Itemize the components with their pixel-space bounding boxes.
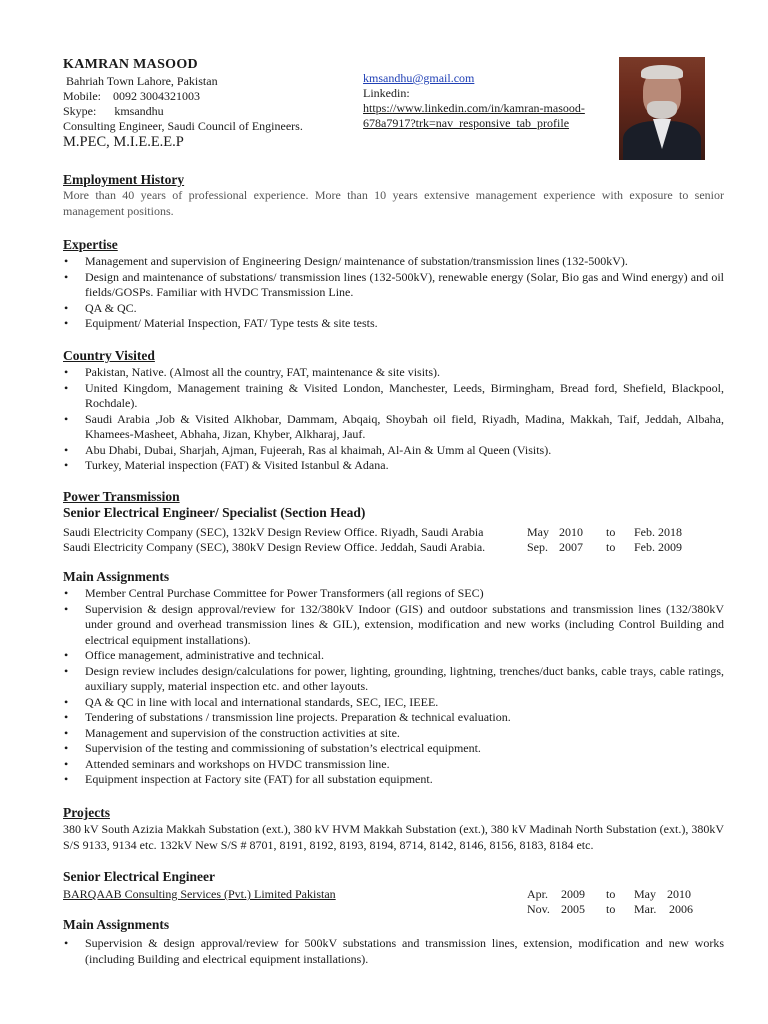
country-list bbox=[63, 365, 724, 474]
list-item: • Equipment/ Material Inspection, FAT/ Type tests & site tests. bbox=[63, 316, 724, 332]
senior-until-month: May bbox=[634, 887, 656, 901]
list-item: • Supervision of the testing and commissioning of substation’s electrical equipment. bbox=[63, 741, 724, 757]
mobile-value: 0092 3004321003 bbox=[113, 89, 200, 103]
job-from-month: Sep. bbox=[527, 540, 548, 554]
projects-heading: Projects bbox=[63, 805, 110, 820]
senior-engineer-heading: Senior Electrical Engineer bbox=[63, 869, 215, 884]
list-item: • Abu Dhabi, Dubai, Sharjah, Ajman, Fujeerah, Ras al khaimah, Al-Ain & Umm al Queen (Visits). bbox=[63, 443, 724, 459]
senior-until-year: 2006 bbox=[669, 902, 693, 916]
projects-text: 380 kV South Azizia Makkah Substation (ext.), 380 kV HVM Makkah Substation (ext.), 380 kV Madinah North Substation (ext.), 380kV S/S 9133, 9134 etc. 132kV New S/S # 8701, 8191, 8192, 8193, 8194, 8714, 8142, 8146, 8156, 8183, 8184 etc. bbox=[63, 822, 724, 852]
power-transmission-heading: Power Transmission bbox=[63, 489, 180, 504]
affiliation: Consulting Engineer, Saudi Council of Engineers. bbox=[63, 119, 303, 133]
linkedin-link-line2[interactable]: 678a7917?trk=nav_responsive_tab_profile bbox=[363, 116, 570, 130]
senior-from-year: 2009 bbox=[561, 887, 585, 901]
main-assignments-heading: Main Assignments bbox=[63, 569, 170, 584]
list-item: • Member Central Purchase Committee for Power Transformers (all regions of SEC) bbox=[63, 586, 724, 602]
employment-history-heading: Employment History bbox=[63, 172, 185, 187]
list-item: • Supervision & design approval/review for 132/380kV Indoor (GIS) and outdoor substations and transmission lines (132/380kV under ground and overhead transmission lines & GIL), extension, modification and new works (including Control Building and electrical equipment installations). bbox=[63, 602, 724, 649]
job-until: Feb. 2009 bbox=[634, 540, 682, 554]
job-to: to bbox=[606, 525, 616, 539]
linkedin-link-line1[interactable]: https://www.linkedin.com/in/kamran-masood- bbox=[363, 101, 585, 115]
address: Bahriah Town Lahore, Pakistan bbox=[66, 74, 218, 88]
job-from-month: May bbox=[527, 525, 549, 539]
skype-value: kmsandhu bbox=[114, 104, 164, 118]
skype-line bbox=[63, 105, 164, 118]
senior-until-month: Mar. bbox=[634, 902, 657, 916]
mobile-line bbox=[63, 90, 200, 103]
job-until: Feb. 2018 bbox=[634, 525, 682, 539]
country-visited-heading: Country Visited bbox=[63, 348, 155, 363]
list-item: • Attended seminars and workshops on HVDC transmission line. bbox=[63, 757, 724, 773]
linkedin-label: Linkedin: bbox=[363, 86, 410, 100]
list-item: • Pakistan, Native. (Almost all the country, FAT, maintenance & site visits). bbox=[63, 365, 724, 381]
list-item: • Management and supervision of Engineering Design/ maintenance of substation/transmission lines (132-500kV). bbox=[63, 254, 724, 270]
job-org: Saudi Electricity Company (SEC), 380kV Design Review Office. Jeddah, Saudi Arabia. bbox=[63, 540, 486, 554]
list-item: • Equipment inspection at Factory site (FAT) for all substation equipment. bbox=[63, 772, 724, 788]
email-link[interactable]: kmsandhu@gmail.com bbox=[363, 71, 475, 85]
list-item: • QA & QC in line with local and international standards, SEC, IEC, IEEE. bbox=[63, 695, 724, 711]
senior-to: to bbox=[606, 887, 616, 901]
job-to: to bbox=[606, 540, 616, 554]
job-org: Saudi Electricity Company (SEC), 132kV Design Review Office. Riyadh, Saudi Arabia bbox=[63, 525, 484, 539]
senior-org: BARQAAB Consulting Services (Pvt.) Limited Pakistan bbox=[63, 887, 336, 901]
list-item: • Saudi Arabia ,Job & Visited Alkhobar, Dammam, Abqaiq, Shoybah oil field, Riyadh, Madina, Makkah, Taif, Jeddah, Albaha, Khamees-Masheet, Abhaha, Jizan, Khyber, Alkharaj, Jauf. bbox=[63, 412, 724, 443]
profile-photo bbox=[619, 57, 705, 160]
senior-until-year: 2010 bbox=[667, 887, 691, 901]
job-from-year: 2010 bbox=[559, 525, 583, 539]
assignments-list-2 bbox=[63, 936, 724, 967]
list-item: • Design review includes design/calculations for power, lighting, grounding, lightning, trenches/duct banks, cable trays, cable ratings, auxiliary supply, material inspection etc. and other layouts. bbox=[63, 664, 724, 695]
senior-from-month: Apr. bbox=[527, 887, 548, 901]
job-from-year: 2007 bbox=[559, 540, 583, 554]
expertise-heading: Expertise bbox=[63, 237, 118, 252]
list-item: • Design and maintenance of substations/ transmission lines (132-500kV), renewable energy (Solar, Bio gas and Wind energy) and oil fields/GOSPs. Familiar with HVDC Transmission Line. bbox=[63, 270, 724, 301]
employment-summary: More than 40 years of professional experience. More than 10 years extensive management experience with exposure to senior management positions. bbox=[63, 188, 724, 218]
main-assignments-heading-2: Main Assignments bbox=[63, 917, 170, 932]
list-item: • Tendering of substations / transmission line projects. Preparation & technical evaluation. bbox=[63, 710, 724, 726]
senior-from-month: Nov. bbox=[527, 902, 550, 916]
skype-label: Skype: bbox=[63, 104, 97, 118]
list-item: • QA & QC. bbox=[63, 301, 724, 317]
list-item: • Office management, administrative and technical. bbox=[63, 648, 724, 664]
list-item: • Supervision & design approval/review for 500kV substations and transmission lines, extension, modification and new works (including Building and electrical equipment installations). bbox=[63, 936, 724, 967]
candidate-name: KAMRAN MASOOD bbox=[63, 57, 198, 72]
senior-to: to bbox=[606, 902, 616, 916]
position-title: Senior Electrical Engineer/ Specialist (Section Head) bbox=[63, 505, 366, 520]
expertise-list bbox=[63, 254, 724, 332]
assignments-list bbox=[63, 586, 724, 788]
mobile-label: Mobile: bbox=[63, 89, 101, 103]
list-item: • Management and supervision of the construction activities at site. bbox=[63, 726, 724, 742]
list-item: • Turkey, Material inspection (FAT) & Visited Istanbul & Adana. bbox=[63, 458, 724, 474]
senior-from-year: 2005 bbox=[561, 902, 585, 916]
credentials: M.PEC, M.I.E.E.E.P bbox=[63, 134, 184, 150]
list-item: • United Kingdom, Management training & Visited London, Manchester, Leeds, Birmingham, Bread ford, Shefield, Blackpool, Rochdale). bbox=[63, 381, 724, 412]
